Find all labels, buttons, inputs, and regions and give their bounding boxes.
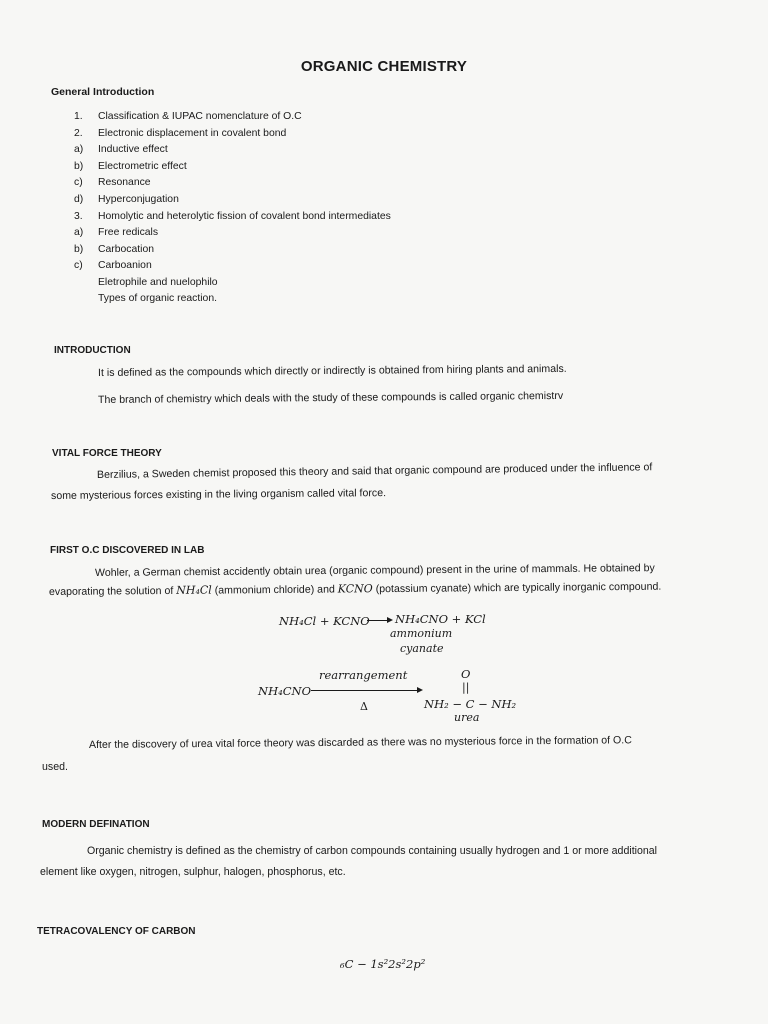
list-label: Free redicals	[98, 227, 159, 238]
general-intro-heading: General Introduction	[51, 86, 155, 98]
after-discovery-line-1: After the discovery of urea vital force theory was discarded as there was no mysterious force in the formation of O.C	[88, 734, 632, 751]
equation-1-products: NH₄CNO + KCl	[395, 612, 486, 626]
modern-definition-line-2: element like oxygen, nitrogen, sulphur, halogen, phosphorus, etc.	[40, 866, 346, 878]
vital-force-line-2: some mysterious forces existing in the living organism called vital force.	[50, 487, 387, 502]
text-run: evaporating the solution of	[48, 584, 177, 598]
tetracovalency-heading: TETRACOVALENCY OF CARBON	[37, 926, 196, 937]
list-marker: a)	[74, 144, 84, 155]
list-label: Classification & IUPAC nomenclature of O.C	[98, 111, 302, 122]
introduction-line-2: The branch of chemistry which deals with the study of these compounds is called organic chemistrv	[97, 389, 564, 406]
equation-2-arrowhead	[417, 687, 423, 693]
list-marker: c)	[74, 177, 83, 188]
equation-1-arrow	[367, 620, 389, 621]
vital-force-line-1: Berzilius, a Sweden chemist proposed this theory and said that organic compound are produced under the influence of	[96, 461, 653, 481]
equation-1-label-ammonium: ammonium	[390, 627, 453, 640]
formula-kcno: KCNO	[337, 582, 373, 596]
list-label: Resonance	[98, 177, 151, 188]
list-label: Carboanion	[98, 260, 152, 271]
text-run: (potassium cyanate) which are typically inorganic compound.	[372, 580, 662, 596]
equation-1-label-cyanate: cyanate	[400, 642, 444, 655]
formula-nh4cl: NH₄Cl	[176, 583, 212, 597]
list-marker: a)	[74, 227, 84, 238]
equation-1-arrowhead	[387, 617, 393, 623]
list-label: Hyperconjugation	[98, 194, 179, 205]
equation-2-heat: Δ	[360, 700, 368, 713]
carbon-configuration-formula: ₆C − 1s²2s²2p²	[340, 957, 426, 971]
page-title: ORGANIC CHEMISTRY	[300, 58, 468, 75]
equation-2-double-bond: ||	[462, 681, 470, 694]
modern-definition-line-1: Organic chemistry is defined as the chemistry of carbon compounds containing usually hydrogen and 1 or more additional	[87, 845, 658, 857]
equation-2-oxygen: O	[461, 667, 471, 681]
first-oc-line-1: Wohler, a German chemist accidently obtain urea (organic compound) present in the urine of mammals. He obtained by	[94, 562, 655, 579]
introduction-heading: INTRODUCTION	[54, 345, 131, 356]
list-label: Eletrophile and nuelophilo	[98, 277, 218, 288]
list-label: Electronic displacement in covalent bond	[98, 128, 287, 139]
equation-2-label-urea: urea	[454, 711, 480, 724]
first-oc-line-2	[49, 580, 661, 598]
modern-definition-heading: MODERN DEFINATION	[42, 819, 150, 830]
vital-force-heading: VITAL FORCE THEORY	[52, 448, 162, 459]
list-marker: 3.	[74, 211, 83, 222]
equation-2-condition: rearrangement	[319, 668, 408, 682]
list-marker: 2.	[74, 128, 83, 139]
list-marker: 1.	[74, 111, 83, 122]
list-label: Inductive effect	[98, 144, 168, 155]
equation-2-arrow	[311, 690, 419, 691]
equation-1-reactants: NH₄Cl + KCNO	[279, 614, 370, 628]
list-label: Carbocation	[98, 244, 155, 255]
list-marker: b)	[74, 161, 84, 172]
equation-2-product: NH₂ − C − NH₂	[424, 697, 517, 711]
equation-2-reactant: NH₄CNO	[258, 684, 311, 698]
after-discovery-line-2: used.	[42, 761, 68, 773]
introduction-line-1: It is defined as the compounds which directly or indirectly is obtained from hiring plants and animals.	[97, 362, 567, 379]
list-label: Homolytic and heterolytic fission of covalent bond intermediates	[98, 211, 391, 222]
list-label: Electrometric effect	[98, 161, 187, 172]
list-marker: d)	[74, 194, 84, 205]
list-marker: b)	[74, 244, 84, 255]
list-label: Types of organic reaction.	[98, 293, 217, 304]
text-run: (ammonium chloride) and	[211, 583, 338, 597]
first-oc-heading: FIRST O.C DISCOVERED IN LAB	[50, 545, 205, 556]
list-marker: c)	[74, 260, 83, 271]
